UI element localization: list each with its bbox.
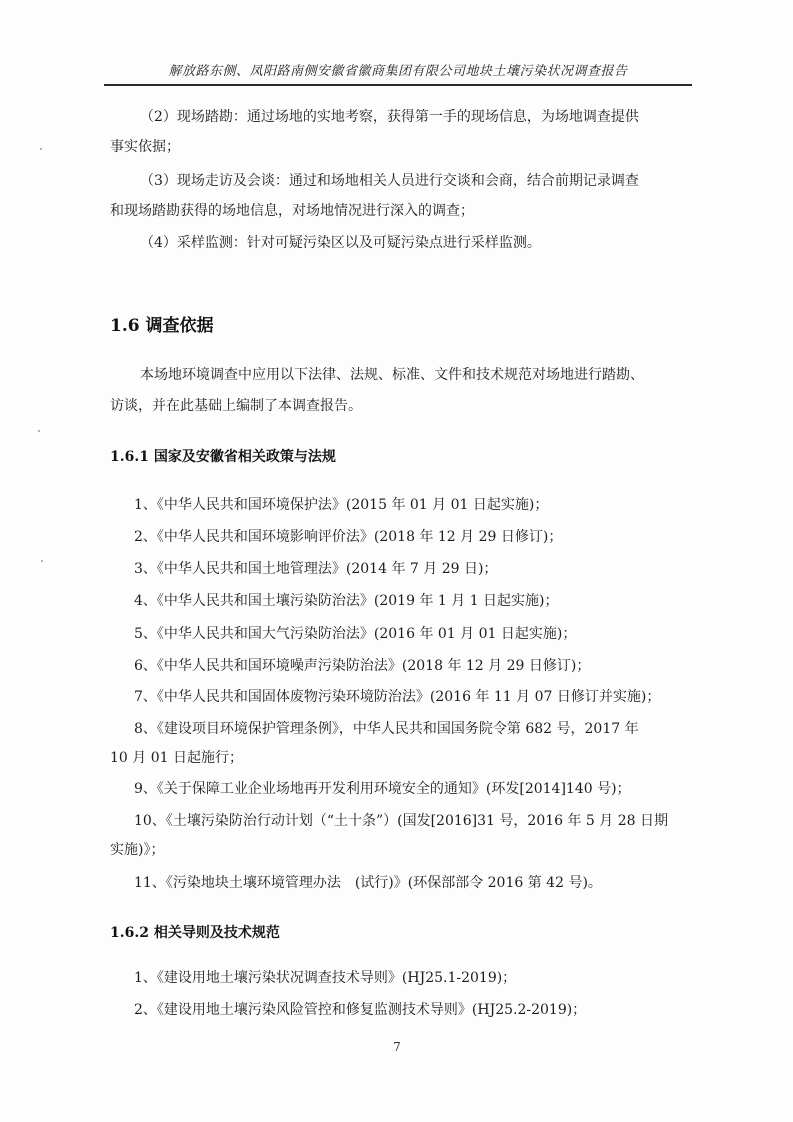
regulation-item: 10、《土壤污染防治行动计划（“土十条”）(国发[2016]31 号，2016 年 5 月 28 日期 [134,813,669,829]
regulation-item: 6、《中华人民共和国环境噪声污染防治法》(2018 年 12 月 29 日修订)； [134,658,591,674]
scan-speck [38,430,40,432]
regulation-item-continued: 实施)》； [110,842,165,858]
regulation-item-continued: 10 月 01 日起施行； [110,750,243,766]
page-number: 7 [393,1040,401,1054]
scan-speck [40,148,42,150]
method-line: （2）现场踏勘：通过场地的实地考察，获得第一手的现场信息，为场地调查提供 [140,109,639,125]
section-heading-1-6-1: 1.6.1 国家及安徽省相关政策与法规 [110,449,336,465]
regulation-item: 1、《中华人民共和国环境保护法》(2015 年 01 月 01 日起实施)； [134,497,549,513]
report-header-title: 解放路东侧、凤阳路南侧安徽省徽商集团有限公司地块土壤污染状况调查报告 [168,64,628,79]
method-line: 事实依据； [110,139,180,155]
method-line: （4）采样监测：针对可疑污染区以及可疑污染点进行采样监测。 [140,235,541,251]
section-heading-1-6: 1.6 调查依据 [110,316,214,336]
method-line: 和现场踏勘获得的场地信息，对场地情况进行深入的调查； [110,203,474,219]
scan-speck [41,560,43,562]
method-line: （3）现场走访及会谈：通过和场地相关人员进行交谈和会商，结合前期记录调查 [140,173,639,189]
regulation-item: 11、《污染地块土壤环境管理办法 (试行)》(环保部部令 2016 第 42 号)。 [134,875,602,891]
regulation-item: 8、《建设项目环境保护管理条例》，中华人民共和国国务院令第 682 号，2017 年 [134,721,639,737]
regulation-item: 5、《中华人民共和国大气污染防治法》(2016 年 01 月 01 日起实施)； [134,626,577,642]
guideline-item: 1、《建设用地土壤污染状况调查技术导则》(HJ25.1-2019)； [134,970,517,986]
intro-line: 访谈，并在此基础上编制了本调查报告。 [110,398,362,414]
intro-line: 本场地环境调查中应用以下法律、法规、标准、文件和技术规范对场地进行踏勘、 [140,367,644,383]
guideline-item: 2、《建设用地土壤污染风险管控和修复监测技术导则》(HJ25.2-2019)； [134,1002,587,1018]
regulation-item: 9、《关于保障工业企业场地再开发利用环境安全的通知》(环发[2014]140 号)； [134,781,631,797]
regulation-item: 2、《中华人民共和国环境影响评价法》(2018 年 12 月 29 日修订)； [134,529,563,545]
header-divider [104,84,692,86]
section-heading-1-6-2: 1.6.2 相关导则及技术规范 [110,925,280,941]
regulation-item: 4、《中华人民共和国土壤污染防治法》(2019 年 1 月 1 日起实施)； [134,593,559,609]
regulation-item: 3、《中华人民共和国土地管理法》(2014 年 7 月 29 日)； [134,561,498,577]
regulation-item: 7、《中华人民共和国固体废物污染环境防治法》(2016 年 11 月 07 日修订并实施)； [134,689,661,705]
